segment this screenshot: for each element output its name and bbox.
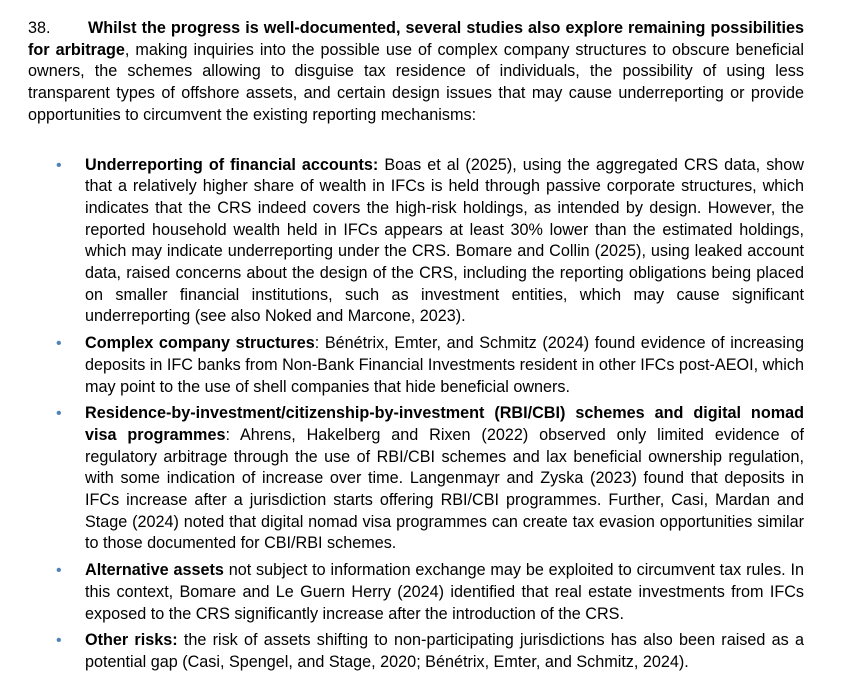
bullet-text: Boas et al (2025), using the aggregated CRS data, show that a relatively higher share of wealth in IFCs is held through passive corporate structures, which indicates that the CRS indeed covers the high-risk holdings, as intended by design. However, the reported household wealth held in IFCs appears at least 30% lower than the estimated holdings, which may indicate underreporting under the CRS. Bomare and Collin (2025), using leaked account data, raised concerns about the design of the CRS, including the reporting obligations being placed on smaller financial institutions, such as investment entities, which may cause significant underreporting (see also Noked and Marcone, 2023). <box>85 155 804 326</box>
bullet-title: Other risks: <box>85 631 178 650</box>
list-item <box>28 560 804 625</box>
bullet-text: not subject to information exchange may be exploited to circumvent tax rules. In this context, Bomare and Le Guern Herry (2024) identified that real estate investments from IFCs exposed to the CRS significantly increase after the introduction of the CRS. <box>85 561 805 623</box>
bullet-icon: • <box>56 335 62 353</box>
bullet-icon: • <box>56 632 62 650</box>
bullet-title: Complex company structures <box>85 334 315 353</box>
paragraph-38 <box>28 18 804 127</box>
list-item <box>28 403 804 555</box>
paragraph-body: , making inquiries into the possible use of complex company structures to obscure beneficial owners, the schemes allowing to disguise tax residence of individuals, the possibility of using less transparent types of offshore assets, and certain design issues that may cause underreporting or provide opportunities to circumvent the existing reporting mechanisms: <box>28 40 804 124</box>
list-item <box>28 333 804 398</box>
bullet-icon: • <box>56 156 62 174</box>
bullet-title: Underreporting of financial accounts: <box>85 155 379 174</box>
bullet-text: : Bénétrix, Emter, and Schmitz (2024) found evidence of increasing deposits in IFC banks from Non-Bank Financial Investments resident in other IFCs post-AEOI, which may point to the use of shell companies that hide beneficial owners. <box>85 334 805 396</box>
bullet-icon: • <box>56 562 62 580</box>
bullet-text: the risk of assets shifting to non-participating jurisdictions has also been raised as a potential gap (Casi, Spengel, and Stage, 2020; Bénétrix, Emter, and Schmitz, 2024). <box>85 631 804 671</box>
bullet-icon: • <box>56 405 62 423</box>
bullet-title: Residence-by-investment/citizenship-by-investment (RBI/CBI) schemes and digital nomad visa programmes <box>85 404 804 444</box>
list-item <box>28 630 804 673</box>
list-item <box>28 155 804 329</box>
bullet-text: : Ahrens, Hakelberg and Rixen (2022) observed only limited evidence of regulatory arbitrage through the use of RBI/CBI schemes and lax beneficial ownership regulation, with some indication of increase over time. Langenmayr and Zyska (2023) found that deposits in IFCs increase after a jurisdiction starts offering RBI/CBI programmes. Further, Casi, Mardan and Stage (2024) noted that digital nomad visa programmes can create tax evasion opportunities similar to those documented for CBI/RBI schemes. <box>85 425 804 553</box>
bullet-list <box>28 155 804 674</box>
paragraph-number: 38. <box>28 19 51 37</box>
paragraph-lead: Whilst the progress is well-documented, several studies also explore remaining possibilities for arbitrage <box>28 19 804 59</box>
bullet-title: Alternative assets <box>85 561 224 580</box>
